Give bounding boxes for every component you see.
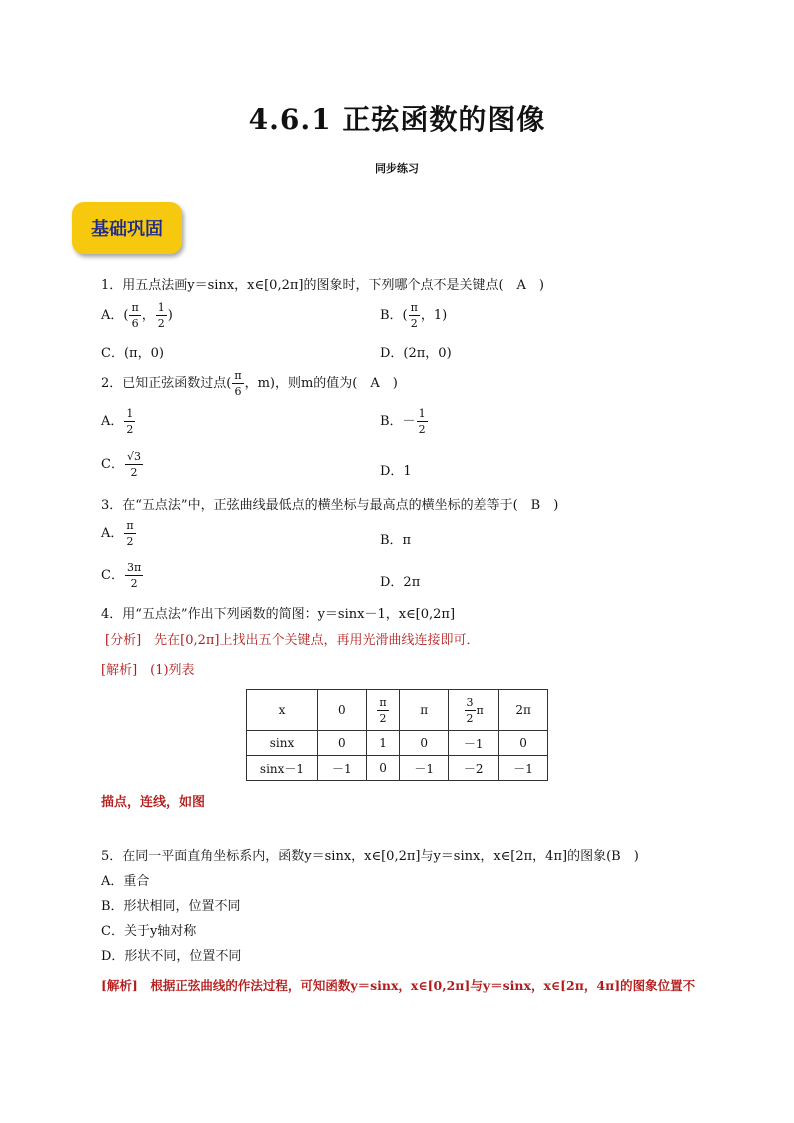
table-cell: 0 — [499, 731, 548, 756]
q1-option-a — [101, 302, 173, 329]
frac-denominator: 6 — [131, 317, 139, 330]
frac-numerator: 1 — [157, 301, 165, 314]
q2-stem-frac — [232, 370, 243, 397]
frac-numerator: 1 — [418, 407, 426, 420]
q1-option-d: D．(2π，0) — [380, 346, 452, 361]
table-x-1 — [366, 690, 400, 731]
q1-option-a-end: ) — [167, 308, 173, 323]
q3-option-c — [101, 562, 144, 589]
frac-numerator: π — [379, 695, 387, 709]
frac-denominator: 2 — [126, 423, 134, 436]
q5-stem: 5．在同一平面直角坐标系内，函数y＝sinx，x∈[0,2π]与y＝sinx，x∈[2π，4π]的图象(B ) — [101, 849, 639, 864]
q2-option-b — [380, 408, 429, 435]
table-cell: －1 — [318, 756, 367, 781]
section-badge-label: 基础巩固 — [91, 219, 163, 240]
frac-numerator: π — [234, 369, 242, 382]
page-subtitle: 同步练习 — [375, 162, 419, 175]
table-row-label: sinx－1 — [247, 756, 318, 781]
q1-option-b-rest: ，1) — [420, 308, 448, 323]
table-x-4: 2π — [499, 690, 548, 731]
q2-option-a-frac — [124, 408, 135, 435]
q2-option-b-frac — [417, 408, 428, 435]
table-cell: －1 — [499, 756, 548, 781]
frac-numerator: π — [126, 519, 134, 532]
q2-option-d: D．1 — [380, 464, 412, 479]
q1-option-a-label: A．( — [101, 308, 129, 323]
frac-numerator: 3π — [126, 561, 142, 574]
frac-denominator: 2 — [418, 423, 426, 436]
q1-option-a-frac1 — [129, 302, 140, 329]
q5-option-c: C．关于y轴对称 — [101, 924, 197, 939]
q3-stem: 3．在“五点法”中，正弦曲线最低点的横坐标与最高点的横坐标的差等于( B ) — [101, 498, 559, 513]
q2-option-a — [101, 408, 136, 435]
value-table — [246, 689, 548, 781]
frac-denominator: 2 — [410, 317, 418, 330]
q4-stem: 4．用“五点法”作出下列函数的简图：y＝sinx－1，x∈[0,2π] — [101, 607, 456, 622]
table-header-label: x — [247, 690, 318, 731]
table-cell: －1 — [449, 731, 499, 756]
q1-option-a-sep: ， — [141, 308, 155, 323]
table-row — [247, 731, 548, 756]
section-badge — [72, 202, 182, 254]
table-cell: 0 — [366, 756, 400, 781]
table-x-3 — [449, 690, 499, 731]
q3-option-c-frac — [125, 562, 143, 589]
frac-denominator: 2 — [466, 711, 474, 725]
frac-numerator: √3 — [126, 450, 141, 463]
frac-denominator: 2 — [157, 317, 165, 330]
table-x-2: π — [400, 690, 449, 731]
q1-option-c: C．(π，0) — [101, 346, 164, 361]
frac-denominator: 2 — [130, 577, 138, 590]
q2-option-c — [101, 451, 144, 478]
q2-option-c-label: C． — [101, 457, 124, 472]
table-row-label: sinx — [247, 731, 318, 756]
q3-option-a — [101, 520, 137, 547]
q4-conclusion: 描点，连线，如图 — [101, 795, 206, 810]
frac-numerator: 1 — [126, 407, 134, 420]
q1-option-b-frac — [409, 302, 420, 329]
q2-option-a-label: A． — [101, 414, 124, 429]
q5-option-d: D．形状不同，位置不同 — [101, 949, 242, 964]
q3-option-d: D．2π — [380, 575, 421, 590]
q3-option-b: B．π — [380, 533, 412, 548]
q2-stem — [101, 370, 398, 397]
table-cell: 0 — [318, 731, 367, 756]
frac-denominator: 2 — [130, 466, 138, 479]
table-row — [247, 756, 548, 781]
q2-option-b-label: B．－ — [380, 414, 416, 429]
q1-option-b-label: B．( — [380, 308, 408, 323]
frac-numerator: 3 — [466, 695, 474, 709]
q4-solution: [解析] (1)列表 — [101, 663, 195, 678]
q1-option-a-frac2 — [156, 302, 167, 329]
q5-option-b: B．形状相同，位置不同 — [101, 899, 241, 914]
q5-solution: [解析] 根据正弦曲线的作法过程，可知函数y＝sinx，x∈[0,2π]与y＝sinx，x∈[2π，4π]的图象位置不 — [101, 978, 696, 993]
q1-option-b — [380, 302, 447, 329]
frac-denominator: 2 — [379, 711, 387, 725]
table-cell: 0 — [400, 731, 449, 756]
table-cell: －2 — [449, 756, 499, 781]
q2-stem-pre: 2．已知正弦函数过点( — [101, 376, 232, 391]
table-x-0: 0 — [318, 690, 367, 731]
page-title: 4.6.1 正弦函数的图像 — [248, 103, 546, 136]
table-header-row — [247, 690, 548, 731]
q1-stem: 1．用五点法画y＝sinx，x∈[0,2π]的图象时，下列哪个点不是关键点( A ) — [101, 278, 544, 293]
q3-option-a-frac — [124, 520, 135, 547]
frac-denominator: 2 — [126, 535, 134, 548]
frac-numerator: π — [131, 301, 139, 314]
q3-option-c-label: C． — [101, 568, 124, 583]
q5-option-a: A．重合 — [101, 874, 150, 889]
frac-denominator: 6 — [234, 385, 242, 398]
table-cell: 1 — [366, 731, 400, 756]
q2-stem-post: ，m)，则m的值为( A ) — [244, 376, 398, 391]
q3-option-a-label: A． — [101, 526, 124, 541]
q2-option-c-frac — [125, 451, 143, 478]
frac-numerator: π — [410, 301, 418, 314]
table-cell: －1 — [400, 756, 449, 781]
q4-analysis: [分析] 先在[0,2π]上找出五个关键点，再用光滑曲线连接即可． — [105, 633, 480, 648]
frac-suffix: π — [476, 703, 484, 717]
